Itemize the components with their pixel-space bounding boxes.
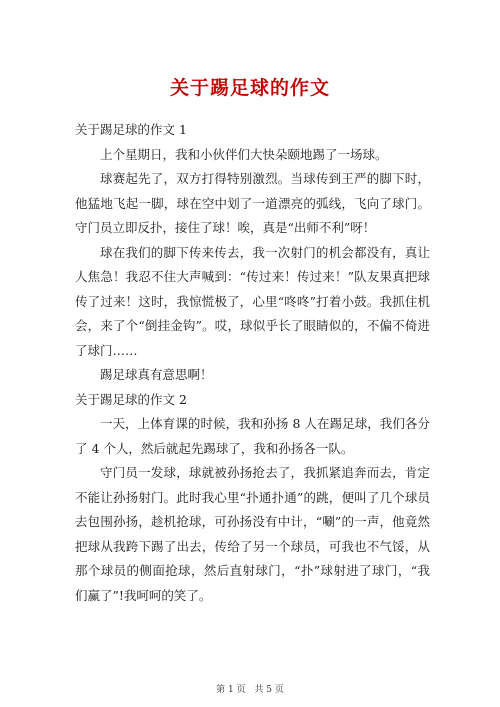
paragraph: 一天，上体育课的时候，我和孙扬 8 人在踢足球，我们各分了 4 个人，然后就起先踢球了，我和孙扬各一队。 [75, 416, 430, 456]
paragraph: 球在我们的脚下传来传去，我一次射门的机会都没有，真让人焦急！我忍不住大声喊到：“传过来！传过来！”队友果真把球传了过来！这时，我惊慌极了，心里“咚咚”打着小鼓。我抓住机会，来了个“倒挂金钩”。哎，球似乎长了眼睛似的，不偏不倚进了球门…… [75, 244, 430, 358]
document-body [75, 118, 430, 608]
paragraph: 守门员一发球，球就被孙扬抢去了，我抓紧追奔而去，肯定不能让孙扬射门。此时我心里“扑通扑通”的跳，便叫了几个球员去包围孙扬，趁机抢球，可孙扬没有中计，“唰”的一声，他竟然把球从我跨下踢了出去，传给了另一个球员，可我也不气馁，从那个球员的侧面抢球，然后直射球门，“扑”球射进了球门，“我们赢了”!我呵呵的笑了。 [75, 465, 430, 603]
section-heading: 关于踢足球的作文 1 [75, 122, 187, 137]
paragraph: 球赛起先了，双方打得特别激烈。当球传到王严的脚下时，他猛地飞起一脚，球在空中划了一道漂亮的弧线，飞向了球门。守门员立即反扑，接住了球！唉，真是“出师不利”呀！ [75, 171, 430, 235]
page-total: 共 5 页 [254, 685, 284, 695]
paragraph: 踢足球真有意思啊！ [100, 367, 213, 382]
section-heading: 关于踢足球的作文 2 [75, 391, 187, 407]
page-number: 第 1 页 [216, 685, 246, 695]
page-footer [0, 682, 500, 695]
document-title: 关于踢足球的作文 [169, 77, 330, 99]
paragraph: 上个星期日，我和小伙伴们大快朵颐地踢了一场球。 [100, 146, 388, 162]
